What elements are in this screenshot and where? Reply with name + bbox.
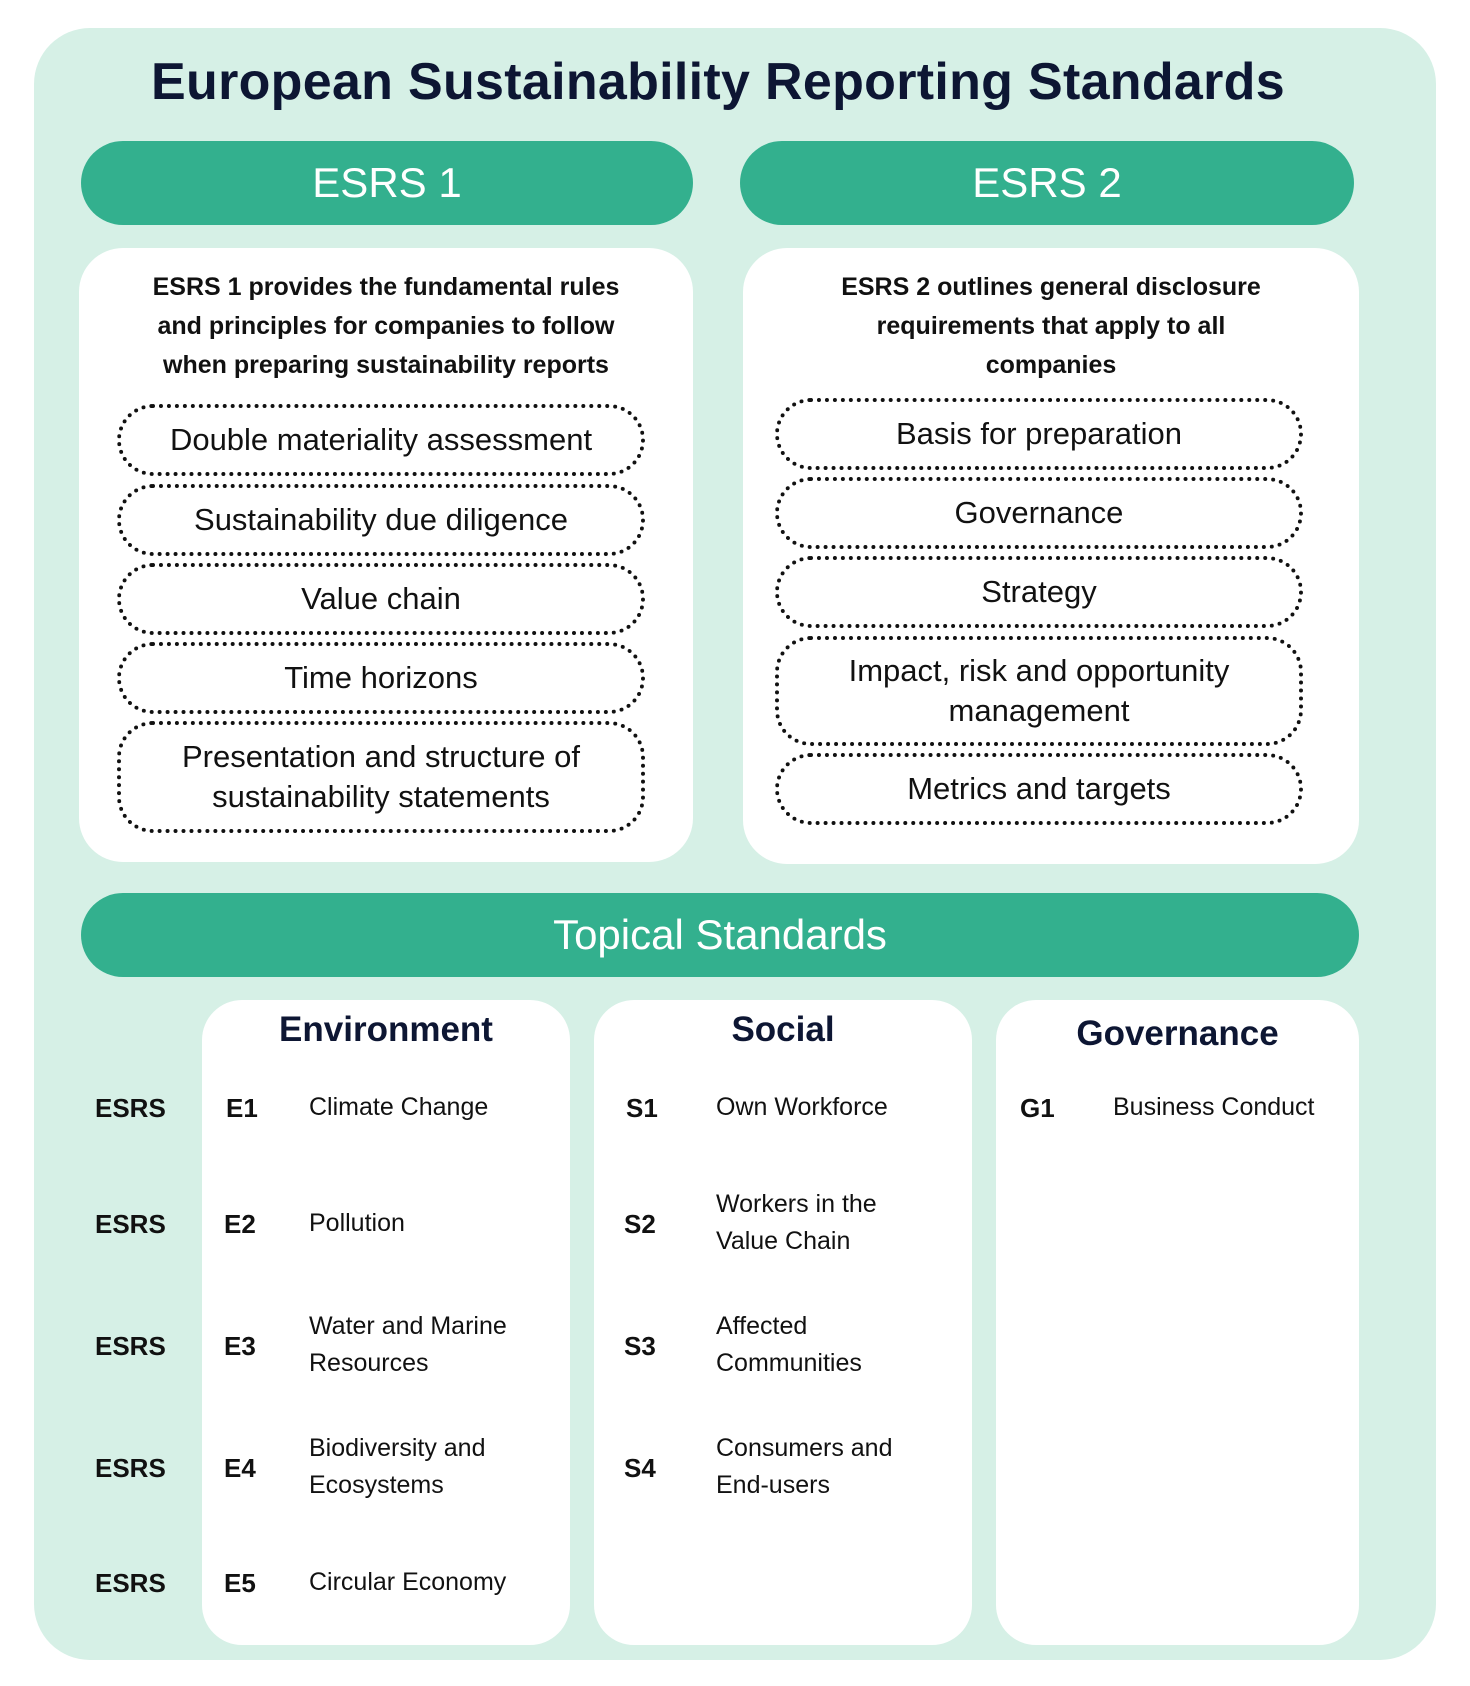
page-title: European Sustainability Reporting Standards	[151, 53, 1285, 111]
esrs2-header: ESRS 2	[740, 141, 1354, 225]
esrs2-intro: ESRS 2 outlines general disclosure requirements that apply to all companies	[841, 273, 1261, 379]
esrs1-intro: ESRS 1 provides the fundamental rules and principles for companies to follow when preparing sustainability reports	[152, 273, 620, 379]
env-code-e1: E1	[226, 1093, 258, 1123]
esrs2-item-strategy: Strategy	[775, 556, 1303, 628]
esrs2-item-metrics: Metrics and targets	[775, 753, 1303, 825]
soc-label-s2: Workers in the Value Chain	[716, 1190, 877, 1255]
gov-label-g1: Business Conduct	[1113, 1093, 1315, 1121]
soc-label-s4: Consumers and End-users	[716, 1434, 893, 1499]
soc-label-s1: Own Workforce	[716, 1093, 888, 1121]
env-label-e4: Biodiversity and Ecosystems	[309, 1434, 486, 1499]
env-label-e2: Pollution	[309, 1209, 405, 1237]
esrs2-item-governance: Governance	[775, 477, 1303, 549]
esrs1-header: ESRS 1	[81, 141, 693, 225]
esrs-prefix-e1: ESRS	[95, 1093, 166, 1123]
gov-code-g1: G1	[1020, 1093, 1055, 1123]
esrs-prefix-e2: ESRS	[95, 1209, 166, 1239]
soc-code-s4: S4	[624, 1453, 656, 1483]
esrs1-item-value-chain: Value chain	[117, 563, 645, 635]
esrs2-card	[743, 248, 1359, 864]
env-label-e1: Climate Change	[309, 1093, 489, 1121]
soc-code-s3: S3	[624, 1331, 656, 1361]
topical-standards-header: Topical Standards	[81, 893, 1359, 977]
environment-header: Environment	[279, 1010, 493, 1049]
esrs2-item-impact-risk: Impact, risk and opportunity management	[775, 636, 1303, 746]
env-label-e5: Circular Economy	[309, 1568, 507, 1596]
esrs2-item-basis: Basis for preparation	[775, 398, 1303, 470]
env-code-e2: E2	[224, 1209, 256, 1239]
env-code-e5: E5	[224, 1568, 256, 1598]
esrs1-item-presentation: Presentation and structure of sustainability statements	[117, 721, 645, 833]
soc-code-s2: S2	[624, 1209, 656, 1239]
env-code-e4: E4	[224, 1453, 256, 1483]
social-header: Social	[731, 1010, 835, 1049]
env-label-e3: Water and Marine Resources	[309, 1312, 507, 1377]
env-code-e3: E3	[224, 1331, 256, 1361]
soc-code-s1: S1	[626, 1093, 658, 1123]
esrs1-card	[79, 248, 693, 862]
esrs-prefix-e4: ESRS	[95, 1453, 166, 1483]
esrs-prefix-e3: ESRS	[95, 1331, 166, 1361]
esrs1-item-due-diligence: Sustainability due diligence	[117, 484, 645, 556]
governance-header: Governance	[1076, 1014, 1279, 1053]
esrs1-item-double-materiality: Double materiality assessment	[117, 404, 645, 476]
esrs-prefix-e5: ESRS	[95, 1568, 166, 1598]
esrs1-item-time-horizons: Time horizons	[117, 642, 645, 714]
soc-label-s3: Affected Communities	[716, 1312, 862, 1377]
